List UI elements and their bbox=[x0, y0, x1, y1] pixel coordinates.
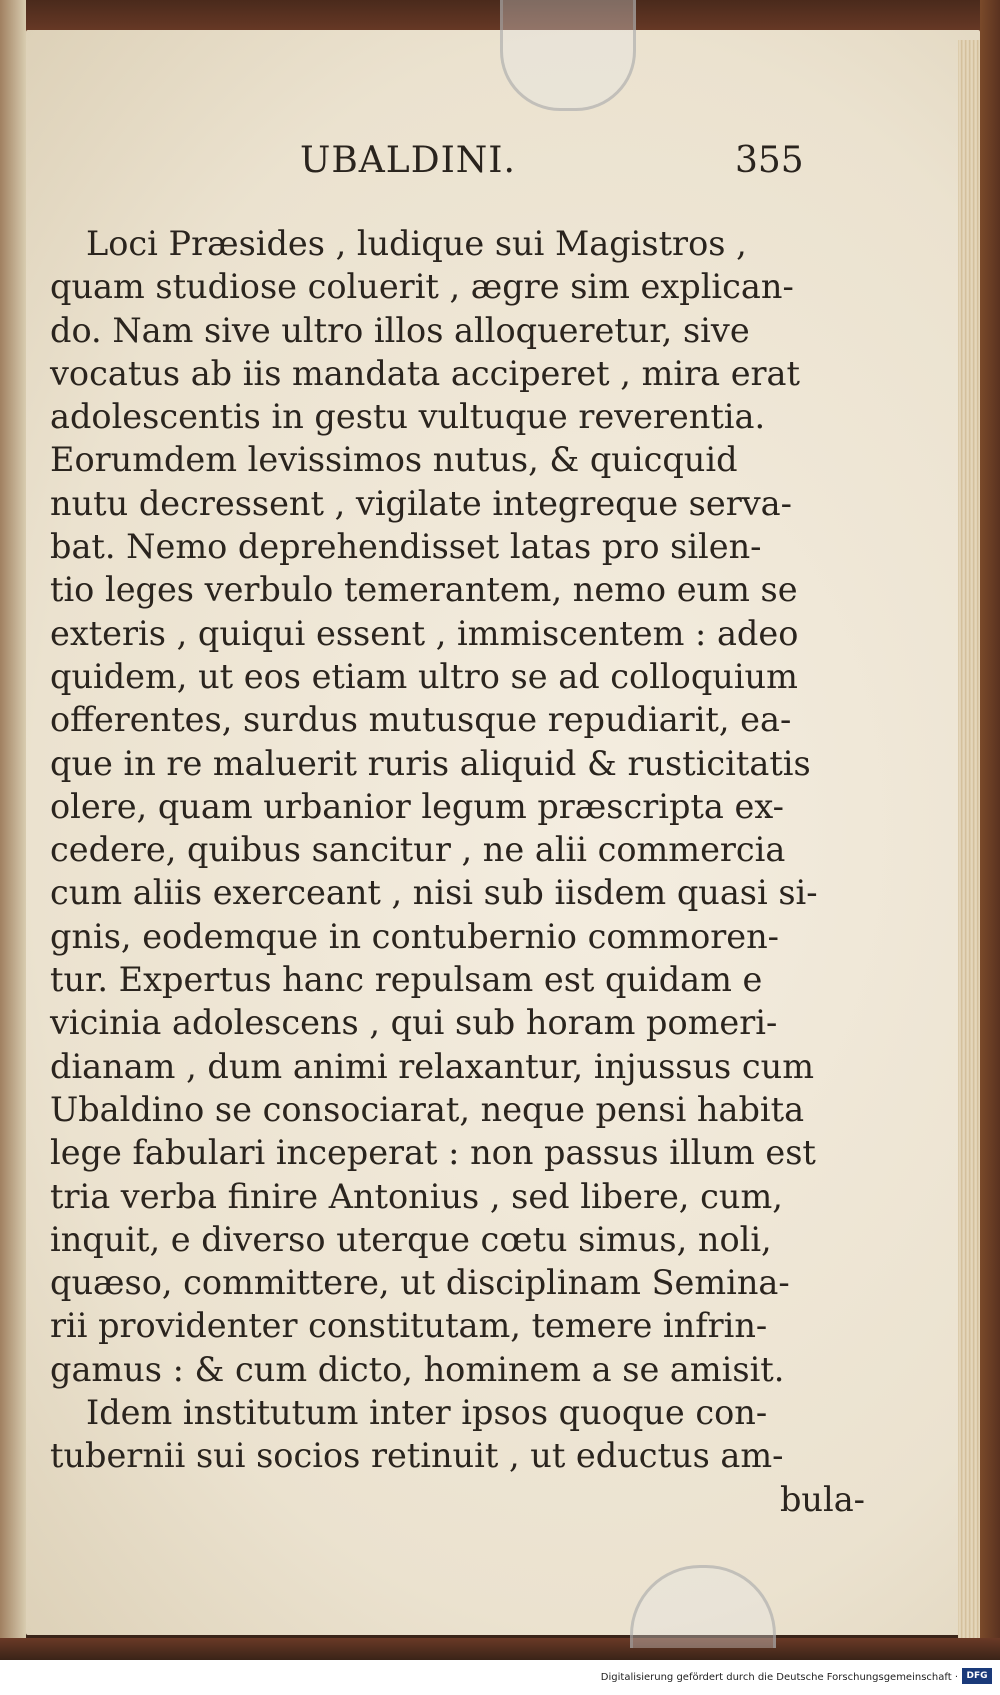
text-line: Eorumdem levissimos nutus, & quicquid bbox=[50, 440, 738, 480]
text-line: tubernii sui socios retinuit , ut eductus am- bbox=[50, 1436, 784, 1476]
text-line: quæso, committere, ut disciplinam Semina- bbox=[50, 1263, 790, 1303]
text-line: dianam , dum animi relaxantur, injussus cum bbox=[50, 1046, 815, 1086]
text-line: olere, quam urbanior legum præscripta ex- bbox=[50, 786, 784, 826]
page-number: 355 bbox=[735, 140, 804, 181]
text-line: vicinia adolescens , qui sub horam pomeri- bbox=[50, 1003, 778, 1043]
book-gutter bbox=[0, 0, 26, 1660]
text-line: que in re maluerit ruris aliquid & rusticitatis bbox=[50, 743, 811, 783]
text-line: Idem institutum inter ipsos quoque con- bbox=[86, 1393, 768, 1433]
text-line: lege fabulari inceperat : non passus illum est bbox=[50, 1133, 816, 1173]
text-line: offerentes, surdus mutusque repudiarit, ea- bbox=[50, 700, 792, 740]
text-line: Ubaldino se consociarat, neque pensi habita bbox=[50, 1089, 805, 1129]
text-line: cedere, quibus sancitur , ne alii commercia bbox=[50, 830, 786, 870]
text-line: Loci Præsides , ludique sui Magistros , bbox=[86, 224, 747, 263]
body-text bbox=[50, 222, 880, 1521]
text-line: inquit, e diverso uterque cœtu simus, noli, bbox=[50, 1219, 772, 1259]
text-line: bat. Nemo deprehendisset latas pro silen- bbox=[50, 527, 762, 567]
funding-credit: Digitalisierung gefördert durch die Deutsche Forschungsgemeinschaft · bbox=[600, 1672, 958, 1683]
text-line: vocatus ab iis mandata acciperet , mira erat bbox=[50, 353, 800, 393]
text-line: do. Nam sive ultro illos alloqueretur, sive bbox=[50, 310, 750, 350]
running-title: UBALDINI. bbox=[300, 140, 516, 181]
page-edges bbox=[958, 40, 980, 1640]
text-line: cum aliis exerceant , nisi sub iisdem quasi si- bbox=[50, 873, 818, 913]
text-line: tur. Expertus hanc repulsam est quidam e bbox=[50, 960, 763, 1000]
text-line: tria verba finire Antonius , sed libere, cum, bbox=[50, 1176, 783, 1216]
text-line: tio leges verbulo temerantem, nemo eum se bbox=[50, 570, 798, 610]
text-line: adolescentis in gestu vultuque reverentia. bbox=[50, 397, 766, 437]
text-line: quidem, ut eos etiam ultro se ad colloquium bbox=[50, 656, 798, 696]
dfg-logo: DFG bbox=[962, 1668, 992, 1684]
book-cover-bottom bbox=[0, 1638, 1000, 1660]
text-line: exteris , quiqui essent , immiscentem : adeo bbox=[50, 613, 799, 653]
text-line: quam studiose coluerit , ægre sim explican- bbox=[50, 267, 794, 307]
text-line: nutu decressent , vigilate integreque serva- bbox=[50, 483, 792, 523]
book-cover-right bbox=[980, 0, 1000, 1660]
text-line: gnis, eodemque in contubernio commoren- bbox=[50, 916, 779, 956]
text-line: rii providenter constitutam, temere infrin- bbox=[50, 1306, 768, 1346]
page-clip-top bbox=[500, 0, 636, 111]
catchword: bula- bbox=[779, 1479, 865, 1519]
text-line: gamus : & cum dicto, hominem a se amisit. bbox=[50, 1349, 785, 1389]
